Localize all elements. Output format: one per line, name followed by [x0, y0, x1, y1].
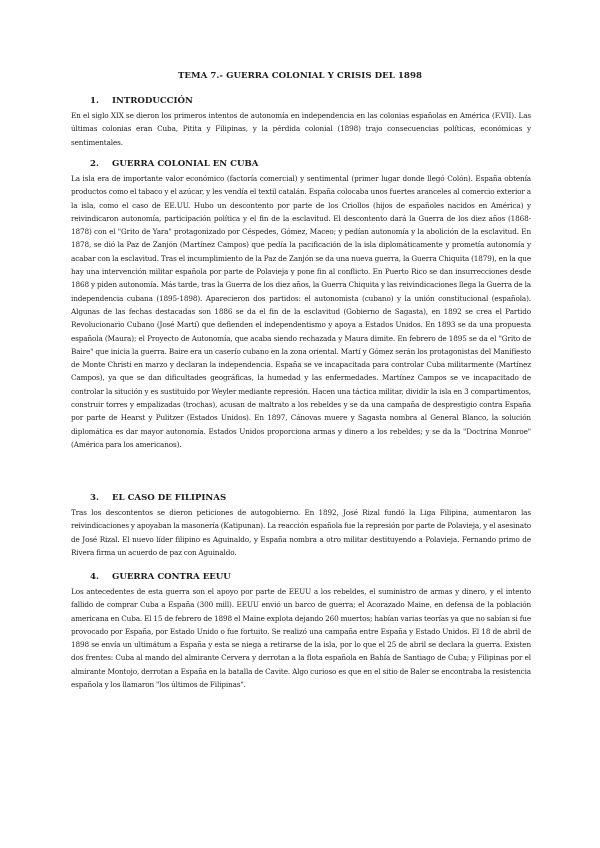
section-heading-text: INTRODUCCIÓN — [112, 96, 193, 106]
section-heading-text: GUERRA CONTRA EEUU — [112, 572, 231, 582]
section-number: 1. — [90, 96, 99, 106]
section-heading-guerra-colonial-cuba — [90, 159, 258, 169]
section-paragraph-guerra-colonial-cuba: La isla era de importante valor económico (factoría comercial) y sentimental (primer lugar donde llegó Colón). España obtenía productos como el tabaco y el azúcar, y les vendía el textil catalán. España colocaba unos fuertes aranceles al comercio exterior a la isla, como el caso de EE.UU. Hubo un descontento por parte de los Criollos (hijos de españoles nacidos en América) y reivindicaron autonomía, participación política y el fin de la esclavitud. El descontento dará la Guerra de los diez años (1868-1878) con el "Grito de Yara" protagonizado por Céspedes, Gómez, Maceo; y pedían autonomía y la abolición de la esclavitud. En 1878, se dió la Paz de Zanjón (Martínez Campos) que pedía la pacificación de la isla diplomáticamente y prometía autonomía y acabar con la esclavitud. Tras el incumplimiento de la Paz de Zanjón se da una nueva guerra, la Guerra Chiquita (1879), en la que hay una intervención militar española por parte de Polavieja y pone fin al conflicto. En Puerto Rico se dan insurrecciones desde 1868 y piden autonomía. Más tarde, tras la Guerra de los diez años, la Guerra Chiquita y las reivindicaciones llega la Guerra de la independencia cubana (1895-1898). Aparecieron dos partidos: el autonomista (cubano) y la unión constitucional (española). Algunas de las fechas destacadas son 1886 se da el fin de la esclavitud (Gobierno de Sagasta), en 1892 se crea el Partido Revolucionario Cubano (José Martí) que defienden el independentismo y apoya a Estados Unidos. En 1893 se da una propuesta española (Maura); el Proyecto de Autonomía, que acaba siendo rechazada y Maura dimite. En febrero de 1895 se da el "Grito de Baire" que inicia la guerra. Baire era un caserío cubano en la zona oriental. Martí y Gómez serán los protagonistas del Manifiesto de Monte Christi en marzo y declaran la independencia. España se ve incapacitada para controlar Cuba militarmente (Martínez Campos), ya que se dan dificultades geográficas, la humedad y las enfermedades. Martínez Campos se ve incapacitado de controlar la situción y es sustituido por Weyler mediante represión. Hacen una táctica militar, dividir la isla en 3 compartimentos, construir torres y empalizadas (trochas), acusan de maltrato a los rebeldes y se da una campaña de desprestigio contra España por parte de Hearst y Pulitzer (Estados Unidos). En 1897, Cánovas muere y Sagasta nombra al General Blanco, la solución diplomática es dar mayor autonomía. Estados Unidos proporciona armas y dinero a los rebeldes; y se da la "Doctrina Monroe" (América para los americanos). — [71, 174, 531, 449]
section-number: 4. — [90, 572, 99, 582]
section-heading-guerra-eeuu — [90, 572, 231, 582]
section-heading-text: EL CASO DE FILIPINAS — [112, 493, 227, 503]
section-number: 2. — [90, 159, 99, 169]
section-paragraph-guerra-eeuu: Los antecedentes de esta guerra son el apoyo por parte de EEUU a los rebeldes, el suministro de armas y dinero, y el intento fallido de comprar Cuba a España (300 mill). EEUU envió un barco de guerra; el Acorazado Maine, en defensa de la población americana en Cuba. El 15 de febrero de 1898 el Maine explota dejando 260 muertos; habían varias teorías ya que no sabían si fue provocado por España, por Estado Unido o fue fortuito. Se realizó una campaña entre España y Estado Unidos. El 18 de abril de 1898 se envía un ultimátum a España y esta se niega a retirarse de la isla, por lo que el 25 de abril se declara la guerra. Existen dos frentes: Cuba al mando del almirante Cervera y derrotan a la flota española en Bahía de Santiago de Cuba; y Filipinas por el almirante Montojo, derrotan a España en la batalla de Cavite. Algo curioso es que en el sitio de Baler se encontraba la resistencia española y los llamaron "los últimos de Filipinas". — [71, 587, 531, 690]
section-number: 3. — [90, 493, 99, 503]
section-heading-text: GUERRA COLONIAL EN CUBA — [112, 159, 259, 169]
document-title: TEMA 7.- GUERRA COLONIAL Y CRISIS DEL 1898 — [177, 71, 422, 81]
section-paragraph-introduccion: En el siglo XIX se dieron los primeros intentos de autonomía en independencia en las colonias españolas en América (F.VII). Las últimas colonias eran Cuba, Pitita y Filipinas, y la pérdida colonial (1898) trajo consecuencias políticas, económicas y sentimentales. — [71, 111, 531, 147]
section-paragraph-caso-filipinas: Tras los descontentos se dieron peticiones de autogobierno. En 1892, José Rizal fundó la Liga Filipina, aumentaron las reivindicaciones y apoyaban la masonería (Katipunan). La reacción española fue la represión por parte de Polavieja, y el asesinato de José Rizal. El nuevo líder filipino es Aguinaldo, y España nombra a otro militar destituyendo a Polavieja. Fernando primo de Rivera firma un acuerdo de paz con Aguinaldo. — [71, 508, 531, 557]
section-heading-caso-filipinas — [90, 493, 226, 503]
section-heading-introduccion — [90, 96, 193, 106]
